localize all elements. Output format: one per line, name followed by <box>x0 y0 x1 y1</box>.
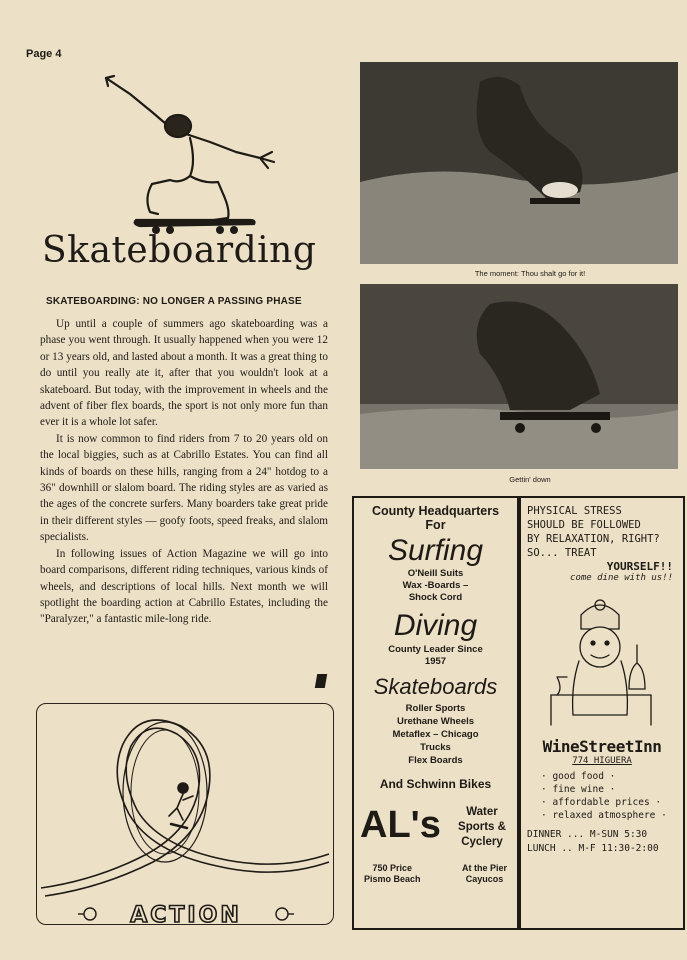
list-item: Shock Cord <box>408 592 463 603</box>
photo-skater-crouch-image <box>360 284 678 469</box>
paragraph: Up until a couple of summers ago skateboarding was a phase you went through. It usually happened when you were 12 or 13 years old, and lasted about a month. It was a great thing to do until you really ate it, after that you wouldn't look at a skateboard. But today, with the improvement in wheels and the advent of fiber flex boards, the sport is not only more fun than ever it is a whole lot safer. <box>40 318 328 429</box>
list-item: DINNER ... M-SUN 5:30 <box>527 829 648 840</box>
list-item: SO... TREAT <box>527 547 597 559</box>
als-skate-items <box>354 702 517 767</box>
list-item: · relaxed atmosphere · <box>541 810 667 821</box>
feature-text: affordable prices <box>552 797 650 808</box>
wine-yourself: YOURSELF!! <box>606 560 673 573</box>
als-bikes: And Schwinn Bikes <box>379 777 492 791</box>
skater-illustration <box>100 72 290 237</box>
loop-track-drawing <box>37 704 333 924</box>
wine-address: 774 HIGUERA <box>572 756 632 766</box>
als-heading: County Headquarters <box>371 504 500 518</box>
list-item: · good food · <box>541 771 616 782</box>
als-brand-block <box>354 803 517 863</box>
paragraph: In following issues of Action Magazine we will go into board comparisons, different riding techniques, various kinds of wheels, and descriptions of local hills. Next month we will spotlight the boarding action at Cabrillo Estates, including the "Paralyzer," a fantastic mile-long ride. <box>40 547 328 626</box>
list-item: 1957 <box>424 656 447 667</box>
list-item: Cayucos <box>465 874 504 884</box>
chef-illustration <box>521 585 679 735</box>
page-number: Page 4 <box>26 48 62 60</box>
photo-skater-jump <box>360 62 678 264</box>
wine-name: WineStreetInn <box>542 737 662 756</box>
article-title: Skateboarding <box>42 230 317 271</box>
wine-features <box>521 770 683 822</box>
als-brand: AL's <box>360 804 441 846</box>
list-item: Wax -Boards – <box>402 580 469 591</box>
wine-street-inn-advertisement <box>519 496 685 930</box>
list-item: At the Pier <box>461 863 507 873</box>
als-heading-for: For <box>425 518 446 532</box>
caption-photo-1: The moment: Thou shalt go for it! <box>474 269 586 278</box>
list-item: SHOULD BE FOLLOWED <box>527 519 641 531</box>
list-item: PHYSICAL STRESS <box>527 505 622 517</box>
list-item: · affordable prices · <box>541 797 662 808</box>
list-item: Sports & <box>458 821 506 833</box>
end-mark <box>315 674 327 688</box>
list-item: Metaflex – Chicago <box>392 729 479 740</box>
list-item: Roller Sports <box>405 703 466 714</box>
als-locations <box>354 863 517 885</box>
wine-intro <box>521 498 683 560</box>
list-item: Cyclery <box>461 836 503 848</box>
list-item: 750 Price <box>372 863 413 873</box>
action-logo <box>76 898 296 930</box>
wine-hours <box>521 828 683 856</box>
list-item: Pismo Beach <box>364 874 421 884</box>
als-surfing: Surfing <box>387 534 484 567</box>
list-item: LUNCH .. M-F 11:30-2:00 <box>527 843 659 854</box>
als-skateboards: Skateboards <box>373 674 498 699</box>
list-item: O'Neill Suits <box>407 568 464 579</box>
wine-come-dine: come dine with us!! <box>570 573 673 583</box>
als-dive-items <box>354 644 517 668</box>
als-advertisement <box>352 496 519 930</box>
feature-text: good food <box>552 771 604 782</box>
article-headline: SKATEBOARDING: NO LONGER A PASSING PHASE <box>46 296 302 307</box>
feature-text: relaxed atmosphere <box>552 810 656 821</box>
caption-photo-2: Gettin' down <box>509 475 551 484</box>
paragraph: It is now common to find riders from 7 to 20 years old on the local biggies, such as at Cabrillo Estates. You can find all kinds of boards on these hills, ranging from a 24" hotdog to a 36" downhill or slalom board. The riding styles are as varied as the ages of the concrete surfers. Many boarders take great pride in their different styles — goofy foots, speed freaks, and slalom specialists. <box>40 432 328 544</box>
list-item: BY RELAXATION, RIGHT? <box>527 533 660 545</box>
list-item: Urethane Wheels <box>396 716 475 727</box>
list-item: Water <box>466 806 498 818</box>
list-item: County Leader Since <box>388 644 483 655</box>
feature-text: fine wine <box>552 784 604 795</box>
als-diving: Diving <box>393 609 478 642</box>
logo-text: ACTION <box>130 903 242 928</box>
list-item: Trucks <box>420 742 451 753</box>
als-brand-sub <box>452 805 512 850</box>
als-surf-items <box>354 568 517 604</box>
photo-skater-jump-image <box>360 62 678 264</box>
loop-illustration <box>36 703 334 925</box>
list-item: Flex Boards <box>408 755 463 766</box>
als-location-pismo <box>364 863 421 885</box>
article-body <box>40 316 328 628</box>
photo-skater-crouch <box>360 284 678 469</box>
als-location-cayucos <box>462 863 507 885</box>
list-item: · fine wine · <box>541 784 616 795</box>
